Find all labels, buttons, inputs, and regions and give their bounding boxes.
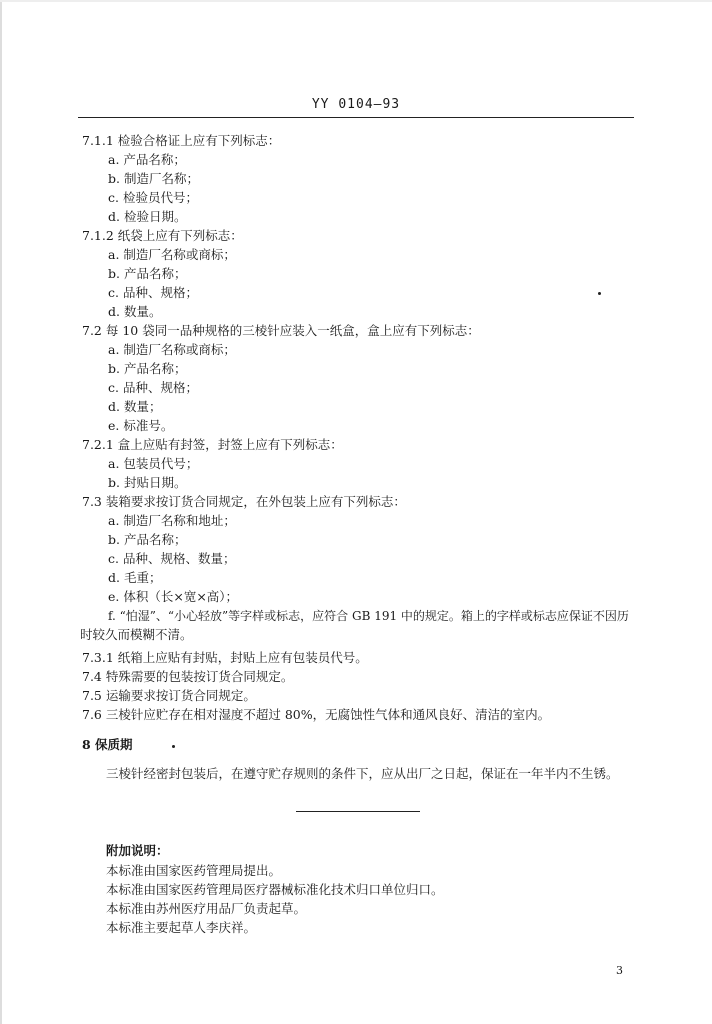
list-item: d. 检验日期。 — [108, 209, 187, 224]
list-item: a. 包装员代号； — [108, 456, 199, 471]
clause-7-4: 7.4 特殊需要的包装按订货合同规定。 — [82, 669, 294, 684]
list-item: d. 数量； — [108, 399, 162, 414]
list-item: b. 产品名称； — [108, 532, 187, 547]
clause-7-3: 7.3 装箱要求按订货合同规定，在外包装上应有下列标志： — [82, 494, 406, 509]
clause-7-2-1: 7.2.1 盒上应贴有封签，封签上应有下列标志： — [82, 437, 343, 452]
header-rule — [78, 117, 634, 118]
list-item: a. 制造厂名称或商标； — [108, 247, 236, 262]
clause-7-1-1: 7.1.1 检验合格证上应有下列标志： — [82, 133, 281, 148]
list-item: c. 检验员代号； — [108, 190, 198, 205]
list-item: a. 制造厂名称和地址； — [108, 513, 236, 528]
list-item: c. 品种、规格、数量； — [108, 551, 236, 566]
clause-7-6: 7.6 三棱针应贮存在相对湿度不超过 80%，无腐蚀性气体和通风良好、清洁的室内。 — [82, 707, 551, 722]
list-item: b. 制造厂名称； — [108, 171, 199, 186]
list-item: f. “怕湿”、“小心轻放”等字样或标志，应符合 GB 191 中的规定。箱上的字样或标志应保证不因历 — [108, 609, 629, 623]
scan-edge-top — [0, 0, 712, 2]
additional-note: 本标准由苏州医疗用品厂负责起草。 — [106, 901, 307, 916]
list-item: a. 产品名称； — [108, 152, 186, 167]
list-item: b. 产品名称； — [108, 361, 187, 376]
clause-7-1-2: 7.1.2 纸袋上应有下列标志： — [82, 228, 243, 243]
list-item: e. 标准号。 — [108, 418, 174, 433]
section-8-heading: 8 保质期 — [82, 737, 133, 752]
list-item: b. 产品名称； — [108, 266, 187, 281]
standard-code-header: YY 0104—93 — [311, 97, 401, 112]
additional-note: 本标准由国家医药管理局提出。 — [106, 863, 282, 878]
list-item: e. 体积（长×宽×高）； — [108, 589, 239, 604]
list-item: b. 封贴日期。 — [108, 475, 187, 490]
clause-7-5: 7.5 运输要求按订货合同规定。 — [82, 688, 256, 703]
clause-7-3-1: 7.3.1 纸箱上应贴有封贴，封贴上应有包装员代号。 — [82, 650, 368, 665]
scan-edge-left — [0, 0, 2, 1024]
page-number: 3 — [616, 964, 623, 977]
list-item: c. 品种、规格； — [108, 285, 198, 300]
end-rule — [296, 811, 420, 812]
list-item: d. 毛重； — [108, 570, 162, 585]
list-item: d. 数量。 — [108, 304, 162, 319]
section-8-body: 三棱针经密封包装后，在遵守贮存规则的条件下，应从出厂之日起，保证在一年半内不生锈。 — [106, 766, 619, 781]
list-item: a. 制造厂名称或商标； — [108, 342, 236, 357]
scan-speck — [598, 292, 601, 295]
additional-note: 本标准由国家医药管理局医疗器械标准化技术归口单位归口。 — [106, 882, 444, 897]
list-item-continuation: 时较久而模糊不清。 — [80, 627, 193, 642]
list-item: c. 品种、规格； — [108, 380, 198, 395]
additional-notes-heading: 附加说明： — [106, 843, 169, 858]
additional-note: 本标准主要起草人李庆祥。 — [106, 920, 257, 935]
clause-7-2: 7.2 每 10 袋同一品种规格的三棱针应装入一纸盒，盒上应有下列标志： — [82, 323, 480, 338]
scan-speck — [172, 745, 175, 748]
